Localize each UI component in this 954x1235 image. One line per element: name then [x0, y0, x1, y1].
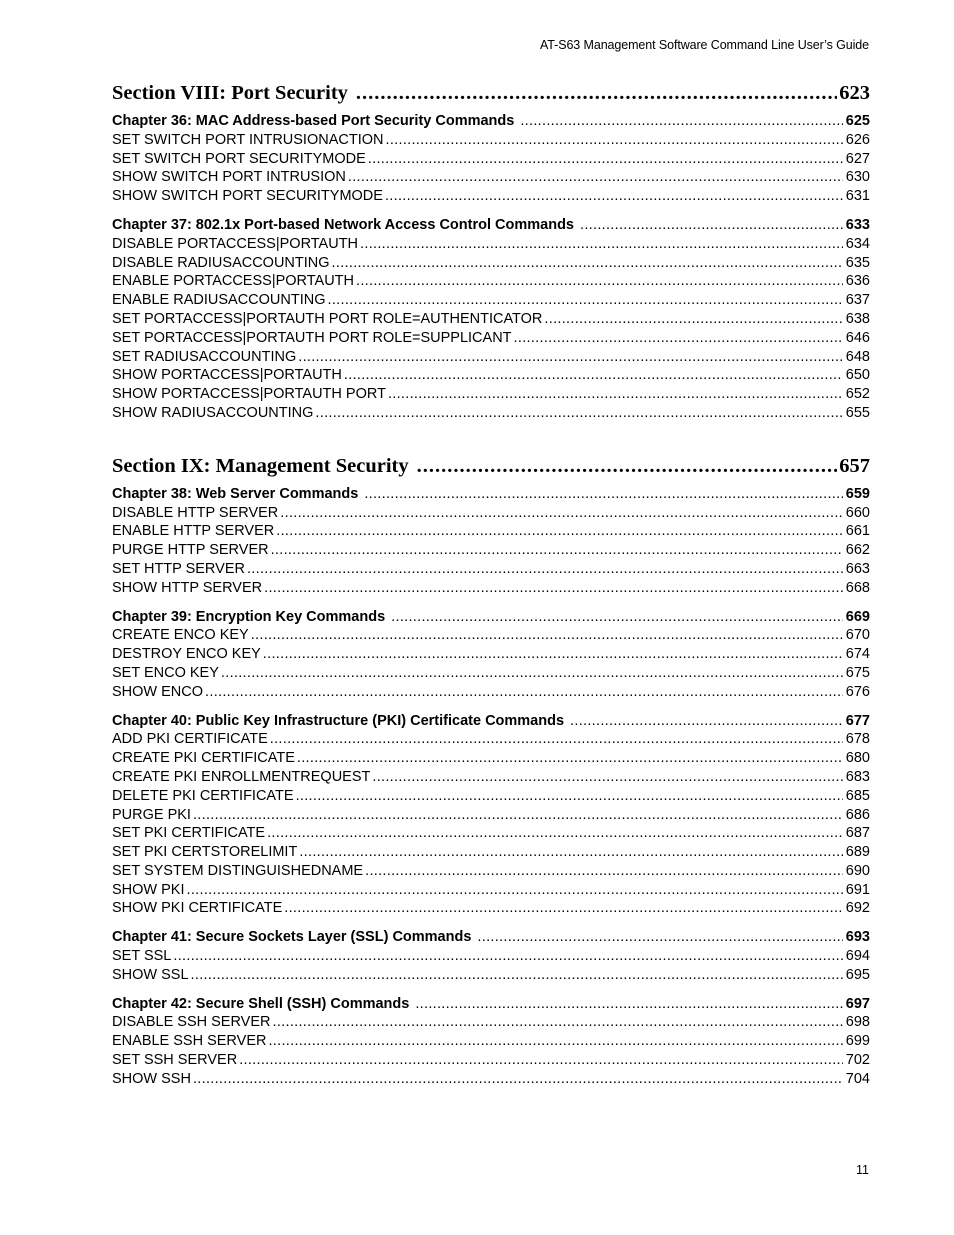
toc-entry-label: SET SWITCH PORT SECURITYMODE — [112, 150, 366, 167]
toc-entry[interactable] — [112, 1051, 870, 1070]
toc-entry-page: 683 — [845, 768, 870, 785]
dot-leader — [356, 78, 837, 108]
toc-entry-page: 637 — [845, 292, 870, 309]
dot-leader — [284, 899, 843, 918]
toc-entry-page: 652 — [845, 386, 870, 403]
toc-entry-page: 692 — [845, 900, 870, 917]
toc-entry-label: SET SWITCH PORT INTRUSIONACTION — [112, 131, 384, 148]
toc-entry-page: 670 — [845, 627, 870, 644]
toc-entry-page: 638 — [845, 310, 870, 327]
toc-entry[interactable] — [112, 131, 870, 150]
toc-entry-page: 689 — [845, 844, 870, 861]
toc-entry-label: SHOW ENCO — [112, 683, 204, 700]
toc-entry[interactable] — [112, 683, 870, 702]
toc-entry-page: 631 — [845, 188, 870, 205]
toc-entry[interactable] — [112, 150, 870, 169]
dot-leader — [570, 712, 843, 731]
toc-entry-label: SET SSH SERVER — [112, 1052, 238, 1069]
chapter-heading-page: 625 — [845, 113, 870, 129]
toc-entry-page: 663 — [845, 560, 870, 577]
toc-chapter — [112, 995, 870, 1089]
dot-leader — [386, 131, 843, 150]
toc-entry-page: 675 — [845, 664, 870, 681]
toc-entry-label: SHOW PORTACCESS|PORTAUTH PORT — [112, 386, 386, 403]
page-number: 11 — [856, 1163, 869, 1177]
dot-leader — [263, 645, 843, 664]
dot-leader — [415, 995, 842, 1014]
chapter-heading[interactable] — [112, 485, 870, 504]
section-heading[interactable] — [112, 451, 870, 481]
toc-entry-page: 686 — [845, 806, 870, 823]
chapter-heading-label: Chapter 40: Public Key Infrastructure (PKI) Certificate Commands — [112, 712, 565, 729]
toc-entry-page: 630 — [845, 169, 870, 186]
toc-entry-label: SET SYSTEM DISTINGUISHEDNAME — [112, 862, 364, 879]
toc-entry-label: DISABLE HTTP SERVER — [112, 504, 279, 521]
dot-leader — [247, 560, 843, 579]
toc-chapter — [112, 485, 870, 598]
chapter-heading-label: Chapter 37: 802.1x Port-based Network Access Control Commands — [112, 216, 574, 233]
toc-chapter — [112, 216, 870, 423]
dot-leader — [205, 683, 843, 702]
chapter-heading[interactable] — [112, 712, 870, 731]
toc-entry[interactable] — [112, 187, 870, 206]
toc-entry-page: 680 — [845, 750, 870, 767]
toc-entry-label: PURGE HTTP SERVER — [112, 542, 269, 559]
toc-entry[interactable] — [112, 522, 870, 541]
toc-entry[interactable] — [112, 291, 870, 310]
dot-leader — [315, 404, 842, 423]
chapter-heading-page: 633 — [845, 216, 870, 233]
toc-entry[interactable] — [112, 626, 870, 645]
dot-leader — [193, 806, 843, 825]
dot-leader — [299, 843, 842, 862]
toc-entry-label: CREATE PKI CERTIFICATE — [112, 750, 295, 767]
chapter-heading-label: Chapter 41: Secure Sockets Layer (SSL) Commands — [112, 929, 472, 946]
toc-entry[interactable] — [112, 806, 870, 825]
toc-entry-label: SET ENCO KEY — [112, 664, 219, 681]
dot-leader — [360, 235, 843, 254]
toc-entry-page: 702 — [845, 1052, 870, 1069]
toc-entry-page: 698 — [845, 1014, 870, 1031]
toc-entry[interactable] — [112, 1013, 870, 1032]
toc-entry-label: SHOW PKI CERTIFICATE — [112, 900, 283, 917]
toc-entry-page: 662 — [845, 542, 870, 559]
dot-leader — [276, 522, 843, 541]
toc-entry[interactable] — [112, 730, 870, 749]
toc-entry-label: SET HTTP SERVER — [112, 560, 245, 577]
toc-entry-label: SET PKI CERTIFICATE — [112, 825, 266, 842]
toc-entry-page: 687 — [845, 825, 870, 842]
dot-leader — [297, 749, 843, 768]
running-header: AT-S63 Management Software Command Line User’s Guide — [540, 38, 869, 52]
toc-entry-label: SET SSL — [112, 948, 172, 965]
toc-entry-label: ENABLE HTTP SERVER — [112, 523, 275, 540]
toc-entry-page: 704 — [845, 1070, 870, 1087]
toc-entry[interactable] — [112, 664, 870, 683]
toc-chapter — [112, 112, 870, 206]
dot-leader — [193, 1070, 843, 1089]
section-heading-label: Section VIII: Port Security — [112, 82, 348, 104]
toc-chapter — [112, 712, 870, 919]
dot-leader — [364, 485, 842, 504]
toc-entry-label: DELETE PKI CERTIFICATE — [112, 787, 294, 804]
toc-entry-page: 626 — [845, 131, 870, 148]
toc-entry[interactable] — [112, 254, 870, 273]
toc-entry-label: ENABLE SSH SERVER — [112, 1033, 267, 1050]
toc-section — [112, 451, 870, 1089]
toc-entry-label: SHOW RADIUSACCOUNTING — [112, 404, 314, 421]
toc-entry-page: 690 — [845, 862, 870, 879]
dot-leader — [267, 824, 843, 843]
toc-entry-label: ENABLE PORTACCESS|PORTAUTH — [112, 273, 354, 290]
table-of-contents — [112, 78, 870, 1117]
dot-leader — [173, 947, 842, 966]
toc-entry[interactable] — [112, 560, 870, 579]
section-heading-page: 623 — [839, 82, 870, 104]
dot-leader — [385, 187, 843, 206]
toc-entry-page: 685 — [845, 787, 870, 804]
toc-entry-label: CREATE ENCO KEY — [112, 627, 249, 644]
toc-entry-label: SHOW SWITCH PORT SECURITYMODE — [112, 188, 383, 205]
dot-leader — [251, 626, 843, 645]
toc-entry-label: SHOW SSH — [112, 1070, 191, 1087]
toc-entry[interactable] — [112, 329, 870, 348]
toc-entry-page: 660 — [845, 504, 870, 521]
section-heading-label: Section IX: Management Security — [112, 454, 409, 477]
dot-leader — [271, 541, 843, 560]
toc-entry-page: 627 — [845, 150, 870, 167]
toc-entry[interactable] — [112, 272, 870, 291]
toc-entry-page: 678 — [845, 731, 870, 748]
toc-entry-label: DISABLE PORTACCESS|PORTAUTH — [112, 235, 359, 252]
toc-entry-label: SET PORTACCESS|PORTAUTH PORT ROLE=AUTHENTICATOR — [112, 310, 543, 327]
dot-leader — [580, 216, 843, 235]
dot-leader — [332, 254, 843, 273]
toc-entry[interactable] — [112, 862, 870, 881]
toc-entry-label: PURGE PKI — [112, 806, 191, 823]
chapter-heading-label: Chapter 38: Web Server Commands — [112, 485, 359, 502]
dot-leader — [391, 608, 843, 627]
toc-entry-page: 695 — [845, 966, 870, 983]
dot-leader — [264, 579, 843, 598]
dot-leader — [372, 768, 842, 787]
toc-chapter — [112, 928, 870, 984]
toc-entry[interactable] — [112, 310, 870, 329]
dot-leader — [477, 928, 842, 947]
dot-leader — [187, 881, 843, 900]
chapter-heading[interactable] — [112, 928, 870, 947]
section-heading[interactable] — [112, 78, 870, 108]
toc-entry-label: DISABLE SSH SERVER — [112, 1014, 271, 1031]
toc-entry[interactable] — [112, 749, 870, 768]
toc-entry-label: SET RADIUSACCOUNTING — [112, 348, 297, 365]
chapter-heading[interactable] — [112, 608, 870, 627]
dot-leader — [273, 1013, 843, 1032]
toc-entry-page: 655 — [845, 404, 870, 421]
toc-entry[interactable] — [112, 348, 870, 367]
chapter-heading-page: 697 — [845, 995, 870, 1012]
chapter-heading[interactable] — [112, 216, 870, 235]
chapter-heading[interactable] — [112, 995, 870, 1014]
toc-entry[interactable] — [112, 579, 870, 598]
toc-entry[interactable] — [112, 404, 870, 423]
toc-section — [112, 78, 870, 423]
toc-entry[interactable] — [112, 1032, 870, 1051]
toc-entry-label: SET PORTACCESS|PORTAUTH PORT ROLE=SUPPLICANT — [112, 329, 512, 346]
dot-leader — [365, 862, 843, 881]
dot-leader — [221, 664, 843, 683]
toc-entry-page: 646 — [845, 329, 870, 346]
section-heading-page: 657 — [839, 454, 870, 477]
toc-entry-label: SHOW PORTACCESS|PORTAUTH — [112, 367, 342, 384]
toc-entry-page: 636 — [845, 273, 870, 290]
toc-entry[interactable] — [112, 843, 870, 862]
dot-leader — [328, 291, 843, 310]
toc-entry[interactable] — [112, 504, 870, 523]
toc-entry[interactable] — [112, 645, 870, 664]
toc-entry[interactable] — [112, 385, 870, 404]
dot-leader — [270, 730, 843, 749]
toc-entry-page: 668 — [845, 579, 870, 596]
dot-leader — [348, 168, 843, 187]
toc-entry[interactable] — [112, 168, 870, 187]
dot-leader — [268, 1032, 842, 1051]
chapter-heading-page: 669 — [845, 608, 870, 625]
dot-leader — [368, 150, 843, 169]
toc-chapter — [112, 608, 870, 702]
toc-entry-label: SET PKI CERTSTORELIMIT — [112, 844, 298, 861]
chapter-heading-page: 677 — [845, 712, 870, 729]
dot-leader — [344, 366, 843, 385]
toc-entry[interactable] — [112, 366, 870, 385]
toc-entry-label: SHOW HTTP SERVER — [112, 579, 263, 596]
toc-entry-page: 648 — [845, 348, 870, 365]
toc-entry-page: 635 — [845, 254, 870, 271]
toc-entry[interactable] — [112, 899, 870, 918]
toc-entry-label: SHOW PKI — [112, 881, 185, 898]
chapter-heading-label: Chapter 39: Encryption Key Commands — [112, 608, 386, 625]
toc-entry[interactable] — [112, 787, 870, 806]
dot-leader — [520, 112, 842, 131]
toc-entry[interactable] — [112, 235, 870, 254]
toc-entry-page: 699 — [845, 1033, 870, 1050]
dot-leader — [280, 504, 843, 523]
toc-entry-page: 674 — [845, 646, 870, 663]
chapter-heading-label: Chapter 42: Secure Shell (SSH) Commands — [112, 995, 410, 1012]
toc-entry-page: 694 — [845, 948, 870, 965]
toc-entry-page: 650 — [845, 367, 870, 384]
toc-entry[interactable] — [112, 541, 870, 560]
chapter-heading[interactable] — [112, 112, 870, 131]
toc-entry-page: 676 — [845, 683, 870, 700]
toc-entry[interactable] — [112, 947, 870, 966]
toc-entry-page: 691 — [845, 881, 870, 898]
dot-leader — [239, 1051, 843, 1070]
toc-entry-label: ADD PKI CERTIFICATE — [112, 731, 268, 748]
toc-entry-label: SHOW SSL — [112, 966, 189, 983]
dot-leader — [298, 348, 843, 367]
toc-entry[interactable] — [112, 881, 870, 900]
toc-entry-label: ENABLE RADIUSACCOUNTING — [112, 292, 326, 309]
toc-entry-label: CREATE PKI ENROLLMENTREQUEST — [112, 768, 371, 785]
toc-entry-label: SHOW SWITCH PORT INTRUSION — [112, 169, 346, 186]
toc-entry-label: DESTROY ENCO KEY — [112, 646, 261, 663]
toc-entry[interactable] — [112, 824, 870, 843]
dot-leader — [544, 310, 842, 329]
toc-entry[interactable] — [112, 1070, 870, 1089]
chapter-heading-page: 693 — [845, 929, 870, 946]
toc-entry-label: DISABLE RADIUSACCOUNTING — [112, 254, 330, 271]
toc-entry[interactable] — [112, 966, 870, 985]
dot-leader — [296, 787, 843, 806]
dot-leader — [417, 451, 838, 481]
toc-entry-page: 661 — [845, 523, 870, 540]
dot-leader — [356, 272, 843, 291]
dot-leader — [388, 385, 843, 404]
toc-entry[interactable] — [112, 768, 870, 787]
dot-leader — [191, 966, 843, 985]
chapter-heading-label: Chapter 36: MAC Address-based Port Security Commands — [112, 113, 515, 129]
dot-leader — [514, 329, 843, 348]
chapter-heading-page: 659 — [845, 485, 870, 502]
toc-entry-page: 634 — [845, 235, 870, 252]
